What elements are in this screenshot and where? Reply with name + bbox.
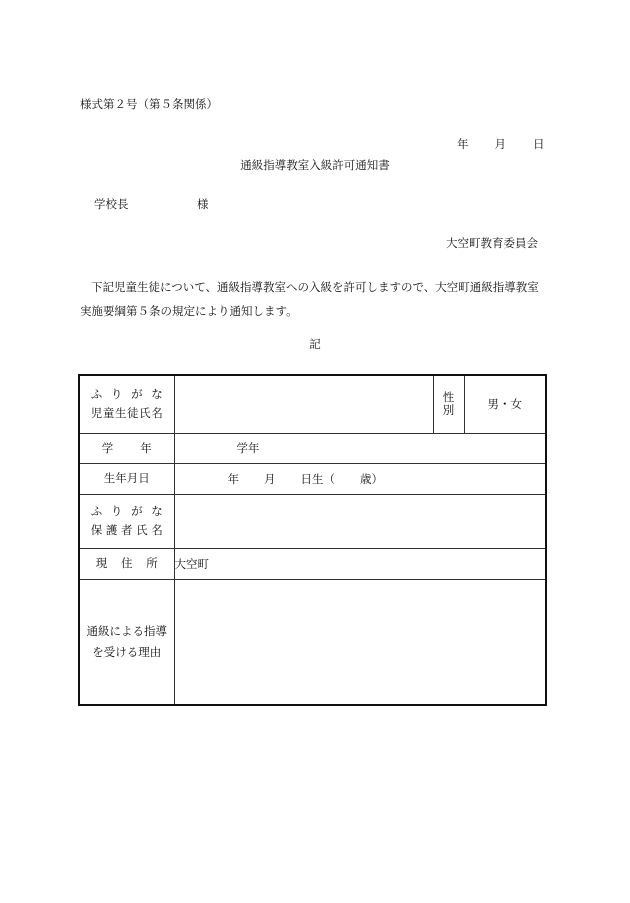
guardian-name-field[interactable] <box>174 494 546 548</box>
grade-value: 学年 <box>236 441 260 455</box>
ki-marker: 記 <box>309 337 321 351</box>
address-label-cell <box>79 548 174 579</box>
table-row <box>79 494 546 548</box>
birthdate-field[interactable] <box>174 463 546 494</box>
date-day: 日 <box>533 137 545 151</box>
table-row <box>79 375 546 433</box>
addressee <box>94 197 209 211</box>
student-name-label: 児童生徒氏名 <box>90 406 163 421</box>
student-name-field[interactable] <box>174 375 433 433</box>
gender-value: 男・女 <box>487 397 522 412</box>
address-label: 現住所 <box>95 556 158 570</box>
birthdate-label-cell <box>79 463 174 494</box>
birth-month: 月 <box>264 471 276 486</box>
enrollment-form-table <box>78 374 547 706</box>
grade-label: 学年 <box>101 440 152 455</box>
addressee-label: 学校長 <box>94 197 129 211</box>
guardian-name-label: 保護者氏名 <box>90 523 163 537</box>
reason-label-2: を受ける理由 <box>92 644 162 659</box>
grade-label-cell <box>79 433 174 463</box>
gender-label-cell <box>433 375 464 433</box>
body-text: 下記児童生徒について、通級指導教室への入級を許可しますので、大空町通級指導教室実施要綱第５条の規定により通知します。 <box>80 280 539 318</box>
birth-age: 歳） <box>360 471 383 486</box>
date-year: 年 <box>457 137 469 151</box>
issuer: 大空町教育委員会 <box>446 236 538 250</box>
student-furigana-label: ふりがな <box>90 387 163 402</box>
table-row <box>79 433 546 463</box>
addressee-honorific: 様 <box>197 197 209 211</box>
reason-field[interactable] <box>174 579 546 705</box>
address-value: 大空町 <box>174 556 209 571</box>
table-row <box>79 548 546 579</box>
reason-label-1: 通級による指導 <box>86 623 167 638</box>
birthdate-label: 生年月日 <box>103 471 150 485</box>
grade-field[interactable] <box>174 433 546 463</box>
guardian-name-label-cell <box>79 494 174 548</box>
student-name-label-cell <box>79 375 174 433</box>
gender-field[interactable] <box>464 375 546 433</box>
address-field[interactable] <box>174 548 546 579</box>
gender-label-2: 別 <box>442 403 455 418</box>
date-month: 月 <box>494 137 506 151</box>
birth-year: 年 <box>227 471 239 486</box>
table-row <box>79 579 546 705</box>
guardian-furigana-label: ふりがな <box>90 504 163 518</box>
date-line <box>457 139 545 151</box>
birth-day: 日生（ <box>300 471 335 486</box>
reason-label-cell <box>79 579 174 705</box>
table-row <box>79 463 546 494</box>
form-number: 様式第２号（第５条関係） <box>80 97 218 111</box>
gender-label-1: 性 <box>442 390 455 405</box>
document-title: 通級指導教室入級許可通知書 <box>240 158 390 172</box>
